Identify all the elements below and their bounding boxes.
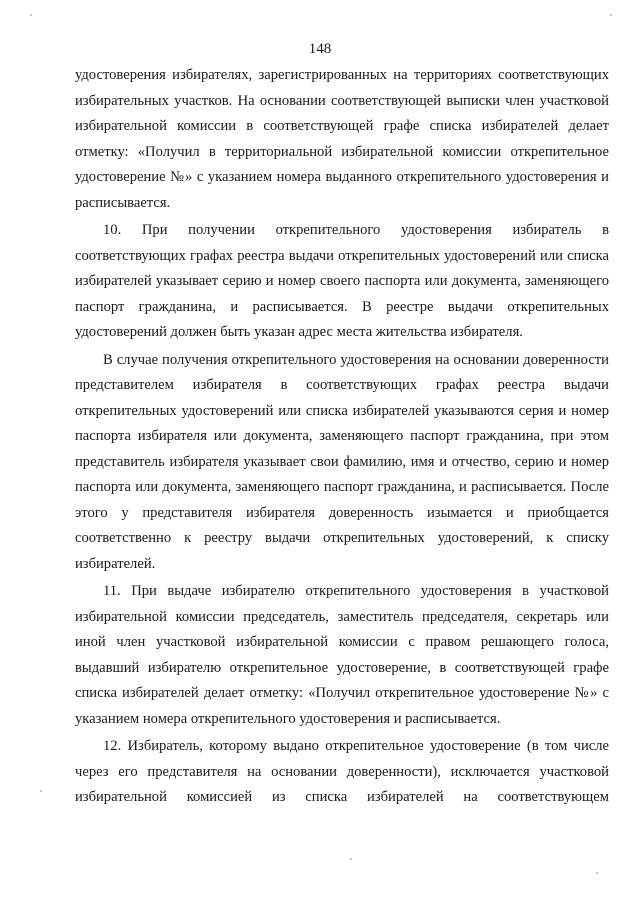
scan-speck xyxy=(30,14,32,16)
scan-speck xyxy=(40,790,42,792)
scan-speck xyxy=(610,14,612,16)
page-number: 148 xyxy=(308,41,332,57)
scan-speck xyxy=(350,858,352,860)
paragraph-proxy-case: В случае получения открепительного удостоверения на основании доверенности представителем избирателя в соответствующих графах реестра выдачи открепительных удостоверений или списка избирателей указываются серия и номер паспорта избирателя или документа, заменяющего паспорт гражданина, при этом представитель избирателя указывает свои фамилию, имя и отчество, серию и номер паспорта или документа, заменяющего паспорт гражданина, и расписывается. После этого у представителя избирателя доверенность изымается и приобщается соответственно к реестру выдачи открепительных удостоверений, к списку избирателей. xyxy=(75,351,609,572)
paragraph-item-11: 11. При выдаче избирателю открепительного удостоверения в участковой избирательной комиссии председатель, заместитель председателя, секретарь или иной член участковой избирательной комиссии с правом решающего голоса, выдавший избирателю открепительное удостоверение, в соответствующей графе списка избирателей делает отметку: «Получил открепительное удостоверение №» с указанием номера открепительного удостоверения и расписывается. xyxy=(75,583,609,727)
paragraph-continuation: удостоверения избирателях, зарегистрированных на территориях соответствующих избирательных участков. На основании соответствующей выписки член участковой избирательной комиссии в соответствующей графе списка избирателей делает отметку: «Получил в территориальной избирательной комиссии открепительное удостоверение №» с указанием номера выданного открепительного удостоверения и расписывается. xyxy=(75,67,609,211)
scan-speck xyxy=(596,872,598,874)
paragraph-item-12: 12. Избиратель, которому выдано открепительное удостоверение (в том числе через его представителя на основании доверенности), исключается участковой избирательной комиссией из списка избирателей на соответствующем xyxy=(75,738,609,805)
paragraph-item-10: 10. При получении открепительного удостоверения избиратель в соответствующих графах реестра выдачи открепительных удостоверений или списка избирателей указывает серию и номер своего паспорта или документа, заменяющего паспорт гражданина, и расписывается. В реестре выдачи открепительных удостоверений должен быть указан адрес места жительства избирателя. xyxy=(75,222,609,340)
document-body xyxy=(75,63,609,813)
